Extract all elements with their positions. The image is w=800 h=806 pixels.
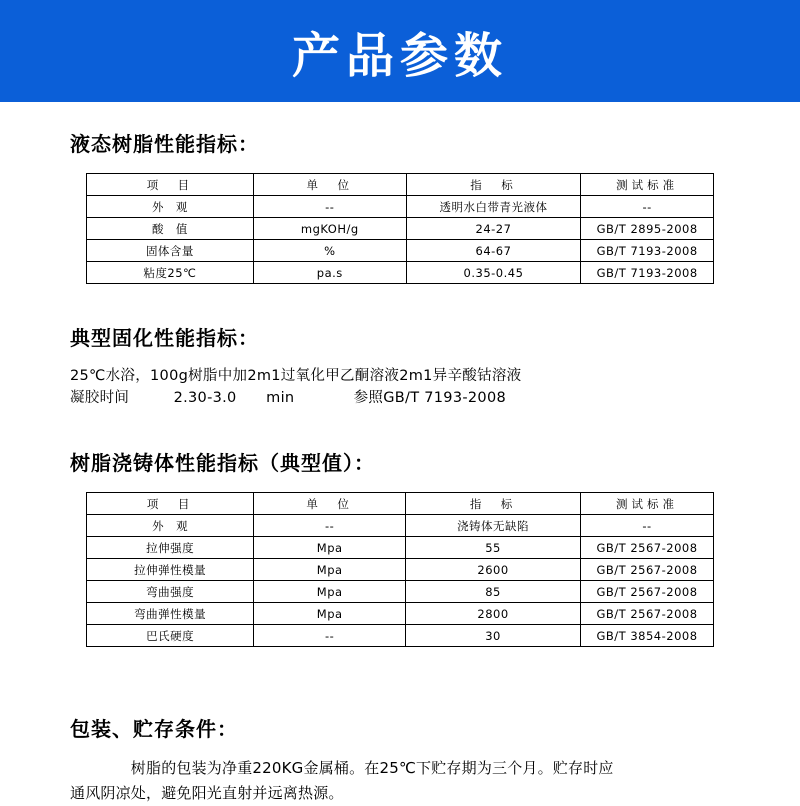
cell-unit: Mpa [254,603,406,625]
column-header-index: 指 标 [406,493,581,515]
liquid-resin-table [86,173,714,284]
cell-unit: Mpa [254,559,406,581]
cell-index: 透明水白带青光液体 [406,196,581,218]
cell-standard: GB/T 3854-2008 [581,625,714,647]
table-row [87,603,714,625]
content-area [0,128,800,806]
table-header-row [87,174,714,196]
cell-index: 85 [406,581,581,603]
cell-item: 外 观 [87,196,254,218]
cell-standard: GB/T 2567-2008 [581,581,714,603]
table-row [87,515,714,537]
casting-heading: 树脂浇铸体性能指标（典型值）： [70,451,375,475]
storage-line-2: 通风阴凉处，避免阳光直射并远离热源。 [70,784,344,802]
cell-unit: mgKOH/g [253,218,406,240]
cell-index: 55 [406,537,581,559]
cell-item: 拉伸弹性模量 [87,559,254,581]
curing-line-2: 凝胶时间 2.30-3.0 min 参照GB/T 7193-2008 [70,390,506,406]
column-header-unit: 单 位 [254,493,406,515]
column-header-standard: 测试标准 [581,493,714,515]
table-row [87,196,714,218]
page-banner [0,0,800,102]
cell-standard: GB/T 7193-2008 [581,262,714,284]
liquid-resin-table-header [87,174,714,196]
cell-standard: GB/T 2567-2008 [581,559,714,581]
column-header-item: 项 目 [87,174,254,196]
cell-unit: -- [253,196,406,218]
cell-item: 弯曲强度 [87,581,254,603]
casting-table-header [87,493,714,515]
cell-index: 2800 [406,603,581,625]
cell-standard: GB/T 2567-2008 [581,537,714,559]
table-row [87,240,714,262]
cell-standard: GB/T 2895-2008 [581,218,714,240]
liquid-resin-heading: 液态树脂性能指标： [70,132,259,156]
cell-unit: Mpa [254,537,406,559]
cell-index: 24-27 [406,218,581,240]
cell-unit: % [253,240,406,262]
table-row [87,581,714,603]
table-row [87,625,714,647]
cell-item: 弯曲弹性模量 [87,603,254,625]
cell-index: 2600 [406,559,581,581]
cell-item: 固体含量 [87,240,254,262]
table-row [87,218,714,240]
cell-standard: -- [581,196,714,218]
column-header-index: 指 标 [406,174,581,196]
casting-table-body [87,515,714,647]
table-row [87,537,714,559]
cell-standard: GB/T 2567-2008 [581,603,714,625]
column-header-standard: 测试标准 [581,174,714,196]
column-header-unit: 单 位 [253,174,406,196]
cell-standard: -- [581,515,714,537]
cell-index: 64-67 [406,240,581,262]
column-header-item: 项 目 [87,493,254,515]
cell-item: 粘度25℃ [87,262,254,284]
liquid-resin-table-body [87,196,714,284]
cell-unit: pa.s [253,262,406,284]
cell-unit: -- [254,515,406,537]
casting-table [86,492,714,647]
cell-item: 拉伸强度 [87,537,254,559]
cell-item: 酸 值 [87,218,254,240]
table-header-row [87,493,714,515]
curing-heading: 典型固化性能指标： [70,326,259,350]
cell-item: 外 观 [87,515,254,537]
storage-heading: 包装、贮存条件： [70,717,238,741]
cell-index: 0.35-0.45 [406,262,581,284]
cell-unit: -- [254,625,406,647]
cell-item: 巴氏硬度 [87,625,254,647]
table-row [87,262,714,284]
table-row [87,559,714,581]
cell-standard: GB/T 7193-2008 [581,240,714,262]
page-title: 产品参数 [291,27,508,84]
cell-index: 浇铸体无缺陷 [406,515,581,537]
cell-index: 30 [406,625,581,647]
curing-line-1: 25℃水浴，100g树脂中加2m1过氧化甲乙酮溶液2m1异辛酸钴溶液 [70,368,522,384]
cell-unit: Mpa [254,581,406,603]
storage-line-1: 树脂的包装为净重220KG金属桶。在25℃下贮存期为三个月。贮存时应 [70,759,614,777]
